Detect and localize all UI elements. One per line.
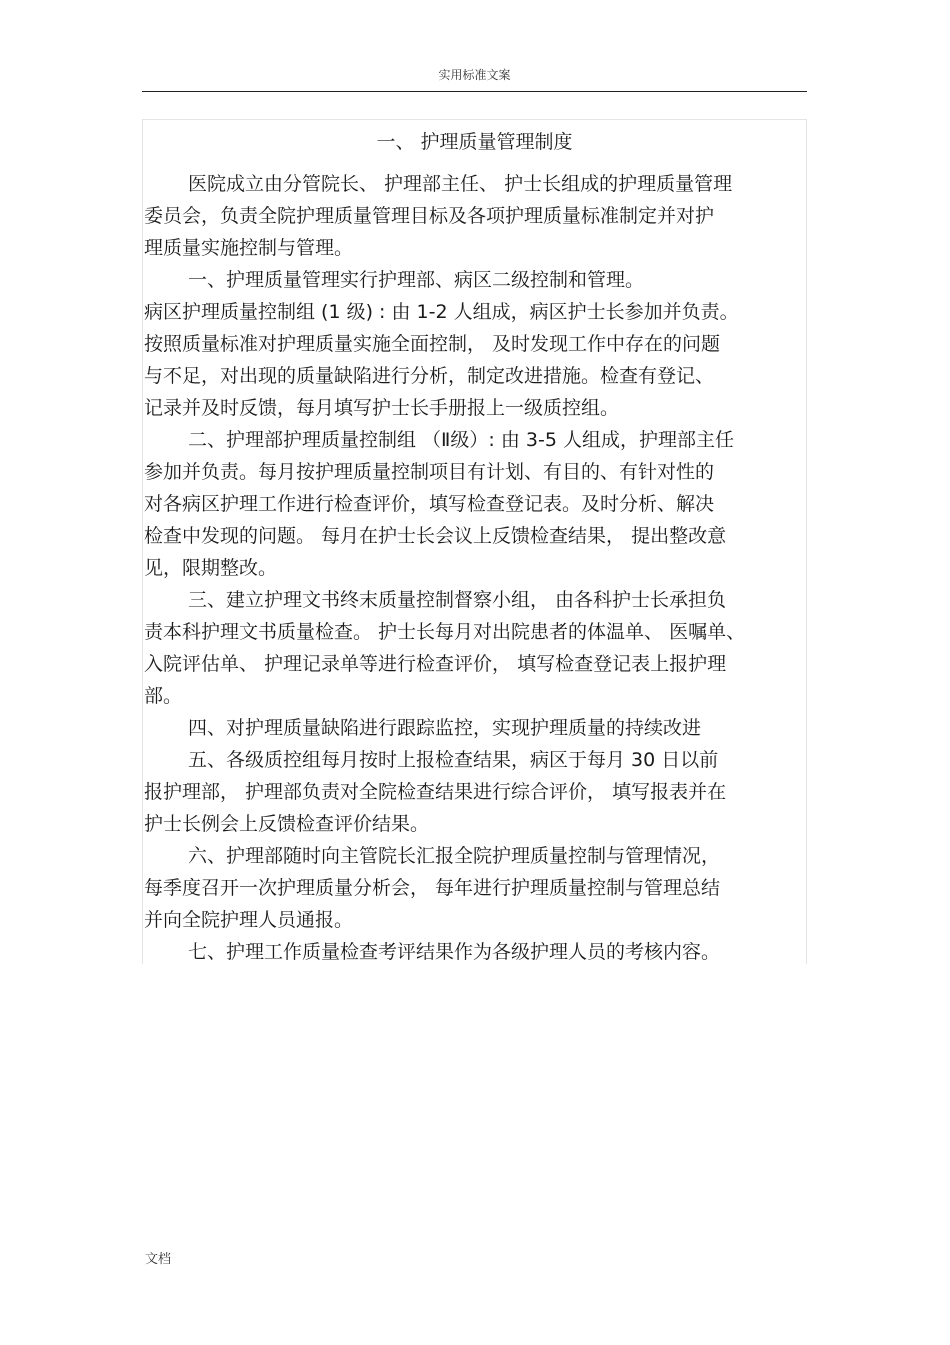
text-line: 对各病区护理工作进行检查评价，填写检查登记表。及时分析、解决 [144,493,715,515]
text-line: 理质量实施控制与管理。 [144,237,354,259]
text-line: 医院成立由分管院长、 护理部主任、 护士长组成的护理质量管理 [188,173,733,195]
text-line: 参加并负责。每月按护理质量控制项目有计划、有目的、有针对性的 [144,461,715,483]
page-footer: 文档 [145,1252,172,1267]
text-line: 见，限期整改。 [144,557,278,579]
text-line: 记录并及时反馈，每月填写护士长手册报上一级质控组。 [144,397,620,419]
paragraph-item-6 [144,840,804,936]
text-line: 病区护理质量控制组 (1 级) : 由 1-2 人组成，病区护士长参加并负责。 [144,301,739,323]
header-divider [142,91,807,92]
paragraph-intro [144,168,804,264]
page-header: 实用标准文案 [438,68,511,82]
paragraph-item-4 [144,712,804,744]
text-line: 检查中发现的问题。 每月在护士长会议上反馈检查结果， 提出整改意 [144,525,727,547]
document-title: 一、 护理质量管理制度 [376,131,573,153]
text-line: 委员会，负责全院护理质量管理目标及各项护理质量标准制定并对护 [144,205,715,227]
paragraph-item-1 [144,264,804,424]
text-line: 部。 [144,685,183,707]
text-line: 七、护理工作质量检查考评结果作为各级护理人员的考核内容。 [188,941,721,963]
text-line: 每季度召开一次护理质量分析会， 每年进行护理质量控制与管理总结 [144,877,721,899]
text-line: 与不足，对出现的质量缺陷进行分析，制定改进措施。检查有登记、 [144,365,715,387]
text-line: 报护理部， 护理部负责对全院检查结果进行综合评价， 填写报表并在 [144,781,727,803]
text-line: 并向全院护理人员通报。 [144,909,354,931]
paragraph-item-3 [144,584,804,712]
paragraph-item-2 [144,424,804,584]
text-line: 责本科护理文书质量检查。 护士长每月对出院患者的体温单、 医嘱单、 [144,621,746,643]
text-line: 五、各级质控组每月按时上报检查结果，病区于每月 30 日以前 [188,749,719,771]
text-line: 护士长例会上反馈检查评价结果。 [144,813,430,835]
text-line: 四、对护理质量缺陷进行跟踪监控，实现护理质量的持续改进 [188,717,702,739]
text-line: 按照质量标准对护理质量实施全面控制， 及时发现工作中存在的问题 [144,333,721,355]
text-line: 六、护理部随时向主管院长汇报全院护理质量控制与管理情况， [188,845,721,867]
paragraph-item-7 [144,936,804,968]
text-line: 一、护理质量管理实行护理部、病区二级控制和管理。 [188,269,645,291]
text-line: 入院评估单、 护理记录单等进行检查评价， 填写检查登记表上报护理 [144,653,727,675]
text-line: 二、护理部护理质量控制组 （Ⅱ级）: 由 3-5 人组成，护理部主任 [188,429,734,451]
text-line: 三、建立护理文书终末质量控制督察小组， 由各科护士长承担负 [188,589,727,611]
paragraph-item-5 [144,744,804,840]
